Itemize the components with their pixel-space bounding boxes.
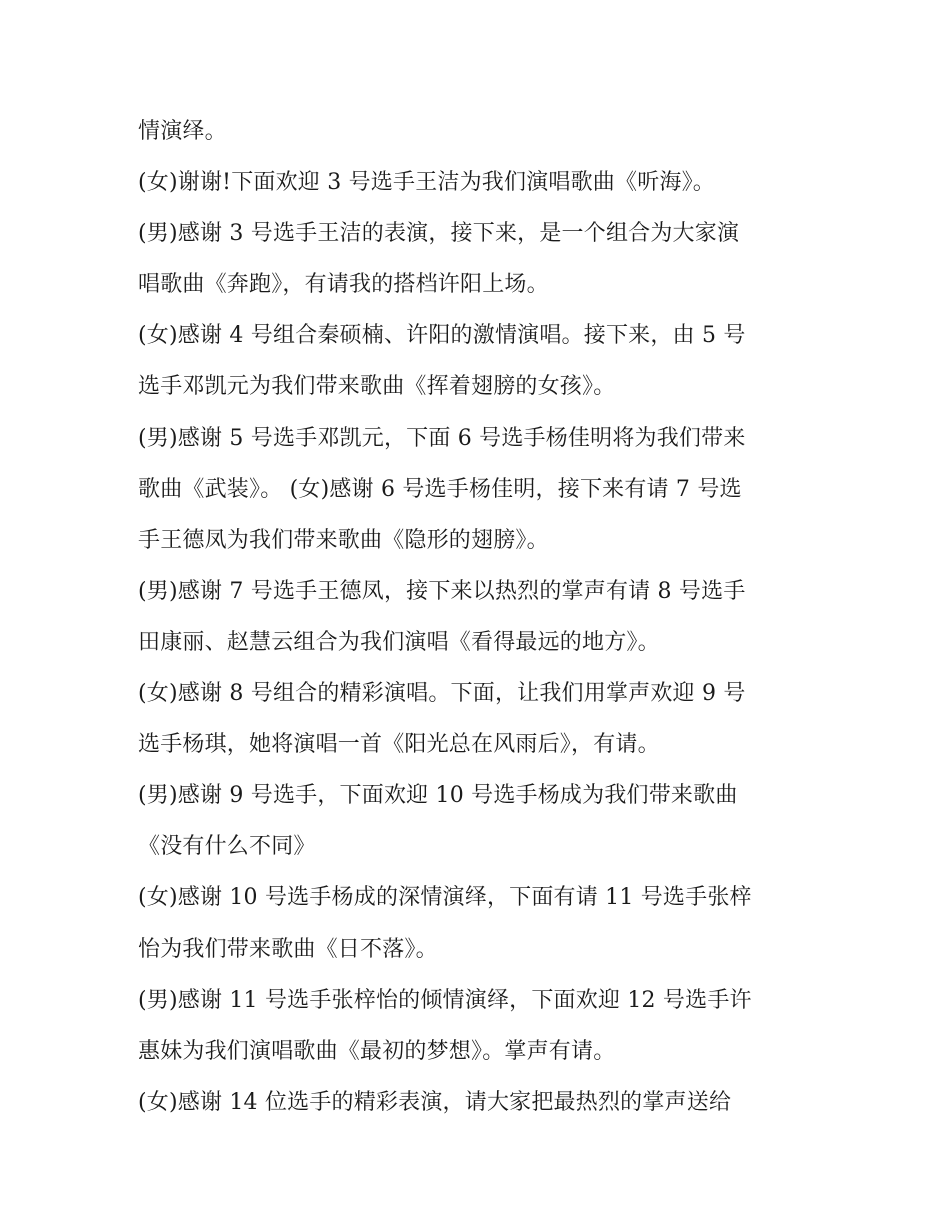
text-line: (男)感谢 5 号选手邓凯元，下面 6 号选手杨佳明将为我们带来 (138, 425, 746, 451)
text-line: (男)感谢 7 号选手王德凤，接下来以热烈的掌声有请 8 号选手 (138, 578, 746, 604)
text-line: 唱歌曲《奔跑》，有请我的搭档许阳上场。 (138, 272, 549, 298)
text-line: (男)感谢 3 号选手王洁的表演，接下来，是一个组合为大家演 (138, 221, 740, 247)
text-line: (女)感谢 4 号组合秦硕楠、许阳的激情演唱。接下来，由 5 号 (138, 323, 746, 349)
text-line: 歌曲《武装》。 (女)感谢 6 号选手杨佳明，接下来有请 7 号选 (138, 476, 742, 502)
text-line: 选手杨琪，她将演唱一首《阳光总在风雨后》，有请。 (138, 732, 660, 758)
text-line: 《没有什么不同》 (138, 834, 316, 860)
text-line: (女)谢谢!下面欢迎 3 号选手王洁为我们演唱歌曲《听海》。 (138, 170, 715, 196)
text-line: 惠妹为我们演唱歌曲《最初的梦想》。掌声有请。 (138, 1038, 616, 1064)
text-line: 选手邓凯元为我们带来歌曲《挥着翅膀的女孩》。 (138, 374, 616, 400)
text-line: 怡为我们带来歌曲《日不落》。 (138, 936, 438, 962)
text-line: (女)感谢 8 号组合的精彩演唱。下面，让我们用掌声欢迎 9 号 (138, 681, 746, 707)
text-line: (男)感谢 11 号选手张梓怡的倾情演绎，下面欢迎 12 号选手许 (138, 987, 752, 1013)
document-body (138, 106, 818, 1128)
text-line: 手王德凤为我们带来歌曲《隐形的翅膀》。 (138, 527, 549, 553)
text-line: 田康丽、赵慧云组合为我们演唱《看得最远的地方》。 (138, 629, 660, 655)
text-line: (女)感谢 14 位选手的精彩表演，请大家把最热烈的掌声送给 (138, 1089, 732, 1115)
text-line: (女)感谢 10 号选手杨成的深情演绎，下面有请 11 号选手张梓 (138, 885, 752, 911)
text-line: 情演绎。 (138, 119, 227, 144)
text-line: (男)感谢 9 号选手，下面欢迎 10 号选手杨成为我们带来歌曲 (138, 783, 738, 809)
